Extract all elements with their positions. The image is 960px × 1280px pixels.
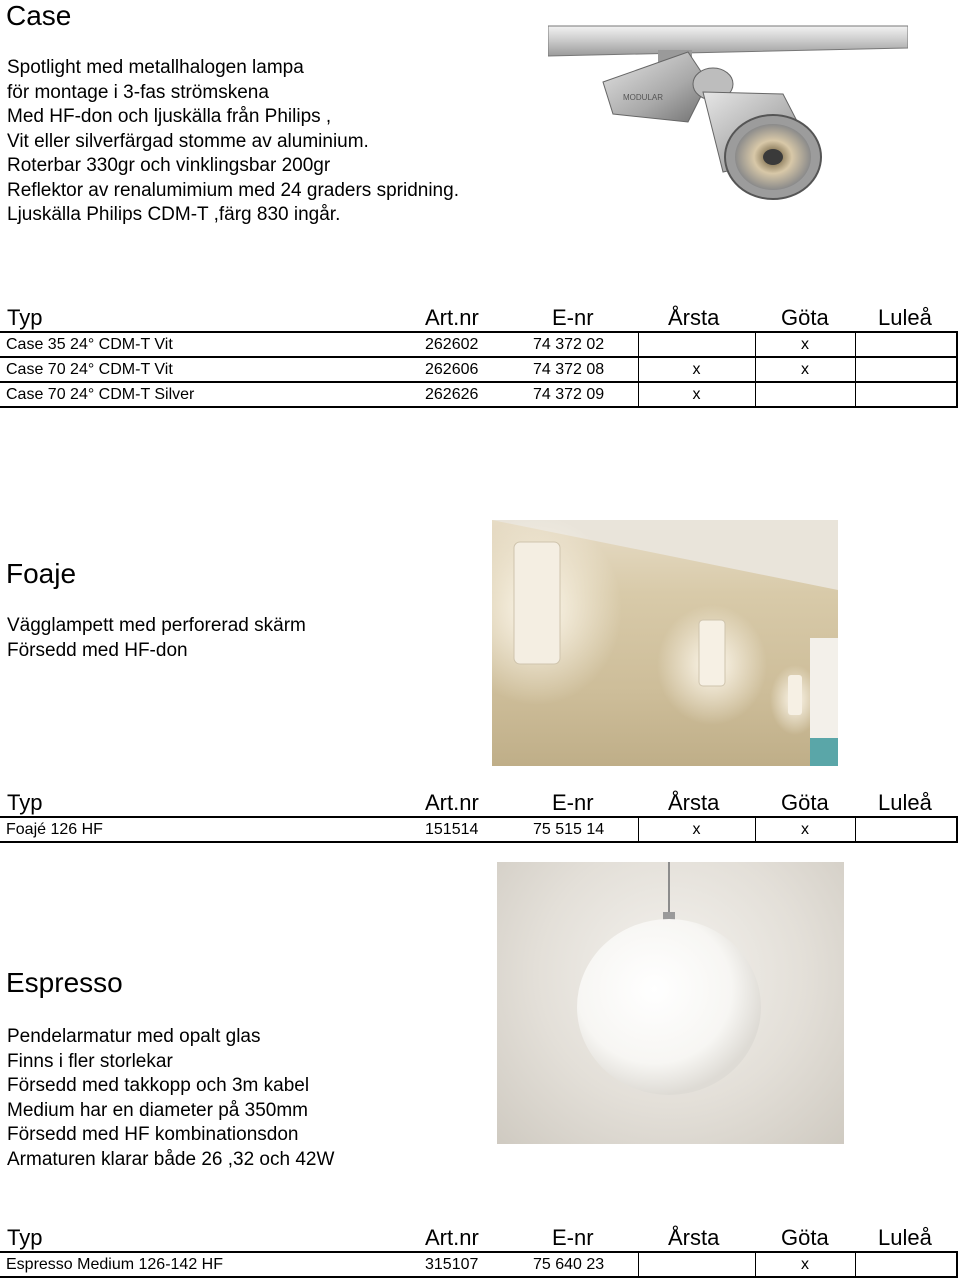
foaje-wall-lamp-image <box>492 520 838 766</box>
cell-gota: x <box>755 817 855 842</box>
cell-gota: x <box>755 357 855 382</box>
cell-art-nr: 262606 <box>425 360 479 378</box>
case-desc-line: Roterbar 330gr och vinklingsbar 200gr <box>7 155 331 176</box>
cell-lulea <box>855 357 957 382</box>
espresso-desc-line: Finns i fler storlekar <box>7 1050 173 1072</box>
header-lulea: Luleå <box>878 305 932 330</box>
header-lulea: Luleå <box>878 790 932 815</box>
espresso-table-header <box>0 1225 960 1251</box>
cell-e-nr: 75 640 23 <box>533 1252 638 1277</box>
cell-arsta: x <box>638 357 755 382</box>
espresso-desc-line: Armaturen klarar både 26 ,32 och 42W <box>7 1148 335 1170</box>
header-gota: Göta <box>781 1225 829 1250</box>
section-title-espresso: Espresso <box>6 967 123 998</box>
cell-e-nr: 75 515 14 <box>533 817 638 842</box>
cell-lulea <box>855 817 957 842</box>
cell-arsta: x <box>638 817 755 842</box>
table-row <box>0 382 957 407</box>
case-table <box>0 331 958 408</box>
espresso-desc-line: Medium har en diameter på 350mm <box>7 1099 308 1121</box>
foaje-description <box>7 614 306 663</box>
cell-arsta <box>638 1252 755 1277</box>
cell-lulea <box>855 382 957 407</box>
header-art-nr: Art.nr <box>425 305 479 330</box>
header-e-nr: E-nr <box>552 790 594 815</box>
cell-typ: Case 70 24° CDM-T Vit <box>6 360 173 378</box>
case-spotlight-image <box>548 22 908 247</box>
header-art-nr: Art.nr <box>425 790 479 815</box>
cell-gota: x <box>755 332 855 357</box>
espresso-desc-line: Pendelarmatur med opalt glas <box>7 1026 261 1047</box>
header-typ: Typ <box>7 305 43 330</box>
table-row <box>0 1252 957 1277</box>
espresso-table <box>0 1251 958 1278</box>
case-desc-line: Ljuskälla Philips CDM-T ,färg 830 ingår. <box>7 204 341 225</box>
header-arsta: Årsta <box>668 1225 720 1250</box>
cell-gota <box>755 382 855 407</box>
case-desc-line: Spotlight med metallhalogen lampa <box>7 57 304 78</box>
header-art-nr: Art.nr <box>425 1225 479 1250</box>
cell-e-nr: 74 372 09 <box>533 382 638 407</box>
espresso-desc-line: Försedd med HF kombinationsdon <box>7 1124 299 1145</box>
cell-lulea <box>855 1252 957 1277</box>
header-arsta: Årsta <box>668 790 720 815</box>
cell-lulea <box>855 332 957 357</box>
cell-typ: Case 70 24° CDM-T Silver <box>6 385 195 403</box>
header-e-nr: E-nr <box>552 305 594 330</box>
espresso-desc-line: Försedd med takkopp och 3m kabel <box>7 1075 310 1096</box>
header-lulea: Luleå <box>878 1225 932 1250</box>
cell-e-nr: 74 372 02 <box>533 332 638 357</box>
foaje-desc-line: Vägglampett med perforerad skärm <box>7 615 306 636</box>
brand-text: MODULAR <box>623 93 664 102</box>
section-title-case: Case <box>6 0 72 31</box>
header-typ: Typ <box>7 1225 43 1250</box>
cell-typ: Espresso Medium 126-142 HF <box>6 1255 223 1273</box>
cell-art-nr: 262626 <box>425 385 479 403</box>
cell-art-nr: 151514 <box>425 820 479 838</box>
header-gota: Göta <box>781 305 829 330</box>
table-row <box>0 357 957 382</box>
header-gota: Göta <box>781 790 829 815</box>
header-typ: Typ <box>7 790 43 815</box>
cell-e-nr: 74 372 08 <box>533 357 638 382</box>
cell-art-nr: 315107 <box>425 1255 479 1273</box>
case-description <box>7 56 459 228</box>
foaje-table-header <box>0 790 960 816</box>
espresso-description <box>7 1025 334 1172</box>
case-desc-line: Reflektor av renalumimium med 24 graders spridning. <box>7 179 459 201</box>
cell-art-nr: 262602 <box>425 335 479 353</box>
header-e-nr: E-nr <box>552 1225 594 1250</box>
case-desc-line: Vit eller silverfärgad stomme av aluminium. <box>7 130 369 152</box>
espresso-pendant-image <box>497 862 844 1144</box>
cell-arsta <box>638 332 755 357</box>
cell-typ: Case 35 24° CDM-T Vit <box>6 335 173 353</box>
cell-gota: x <box>755 1252 855 1277</box>
case-desc-line: för montage i 3-fas strömskena <box>7 81 269 103</box>
table-row <box>0 332 957 357</box>
case-desc-line: Med HF-don och ljuskälla från Philips , <box>7 106 332 127</box>
header-arsta: Årsta <box>668 305 720 330</box>
cell-typ: Foajé 126 HF <box>6 820 103 838</box>
section-title-foaje: Foaje <box>6 558 77 589</box>
cell-arsta: x <box>638 382 755 407</box>
foaje-desc-line: Försedd med HF-don <box>7 639 188 661</box>
table-row <box>0 817 957 842</box>
case-table-header <box>0 305 960 331</box>
foaje-table <box>0 816 958 843</box>
